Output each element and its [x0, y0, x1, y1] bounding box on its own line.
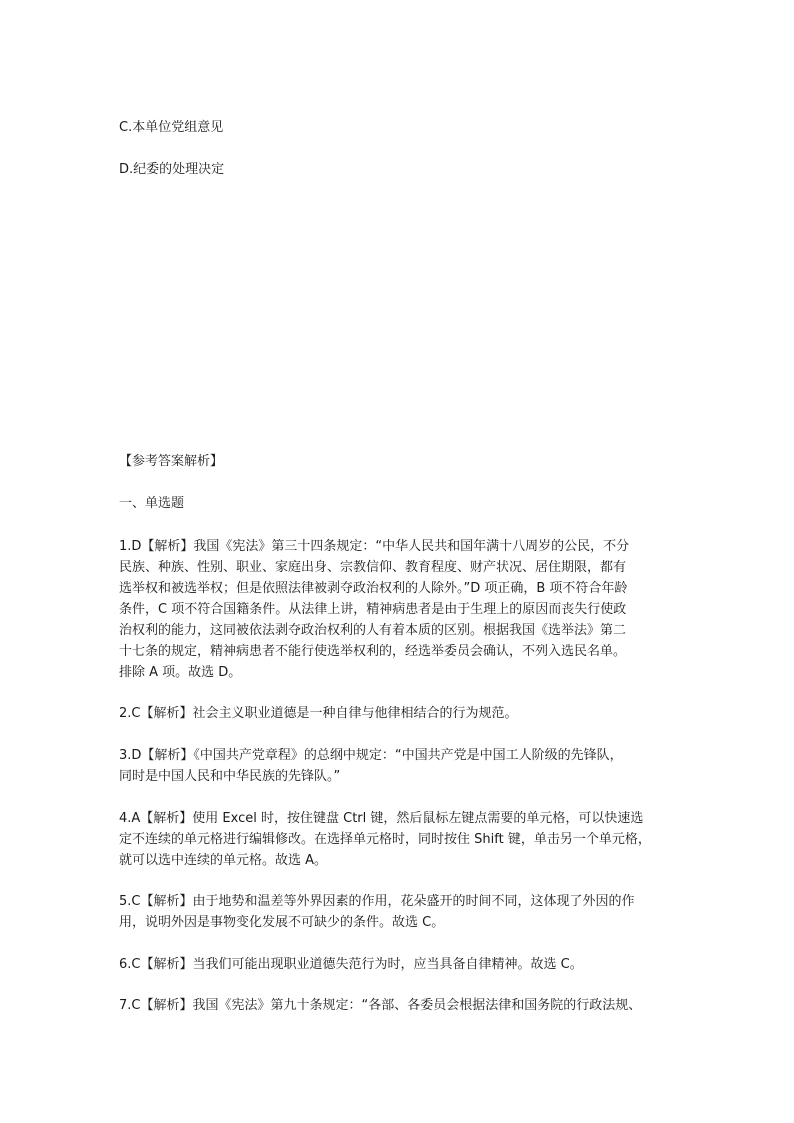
answer-line: 条件，C 项不符合国籍条件。从法律上讲，精神病患者是由于生理上的原因而丧失行使政: [119, 602, 627, 617]
answer-item-2: [119, 703, 679, 724]
answer-item-4: [119, 808, 679, 871]
answer-line: 用，说明外因是事物变化发展不可缺少的条件。故选 C。: [119, 915, 445, 930]
option-d: D.纪委的处理决定: [119, 162, 225, 177]
answer-line: 十七条的规定，精神病患者不能行使选举权利的，经选举委员会确认，不列入选民名单。: [119, 644, 627, 659]
answer-item-7: [119, 995, 679, 1016]
answer-item-6: [119, 954, 679, 975]
answer-item-1: [119, 536, 679, 683]
section-title-single-choice: 一、单选题: [119, 496, 185, 511]
answer-line: 选举权和被选举权；但是依照法律被剥夺政治权利的人除外。”D 项正确，B 项不符合年龄: [119, 581, 628, 596]
answer-line: 同时是中国人民和中华民族的先锋队。”: [119, 769, 341, 784]
answer-line: 就可以选中连续的单元格。故选 A。: [119, 853, 328, 868]
answer-line: 4.A【解析】使用 Excel 时，按住键盘 Ctrl 键，然后鼠标左键点需要的单元格，可以快速选: [119, 811, 644, 826]
answer-line: 排除 A 项。故选 D。: [119, 665, 242, 680]
answer-line: 1.D【解析】我国《宪法》第三十四条规定：“中华人民共和国年满十八周岁的公民，不分: [119, 539, 630, 554]
answer-line: 3.D【解析】《中国共产党章程》的总纲中规定：“中国共产党是中国工人阶级的先锋队，: [119, 748, 623, 763]
answer-line: 治权利的能力，这同被依法剥夺政治权利的人有着本质的区别。根据我国《选举法》第二: [119, 623, 627, 638]
answer-item-3: [119, 745, 679, 787]
answer-line: 定不连续的单元格进行编辑修改。在选择单元格时，同时按住 Shift 键，单击另一个单元格，: [119, 832, 651, 847]
answer-line: 2.C【解析】社会主义职业道德是一种自律与他律相结合的行为规范。: [119, 706, 518, 721]
answer-line: 6.C【解析】当我们可能出现职业道德失范行为时，应当具备自律精神。故选 C。: [119, 957, 583, 972]
option-c: C.本单位党组意见: [119, 120, 224, 135]
answer-line: 民族、种族、性别、职业、家庭出身、宗教信仰、教育程度、财产状况、居住期限，都有: [119, 560, 627, 575]
answer-line: 5.C【解析】由于地势和温差等外界因素的作用，花朵盛开的时间不同，这体现了外因的作: [119, 894, 635, 909]
answer-line: 7.C【解析】我国《宪法》第九十条规定：“各部、各委员会根据法律和国务院的行政法规、: [119, 998, 642, 1013]
answer-section-heading: 【参考答案解析】: [119, 454, 224, 469]
answer-item-5: [119, 891, 679, 933]
